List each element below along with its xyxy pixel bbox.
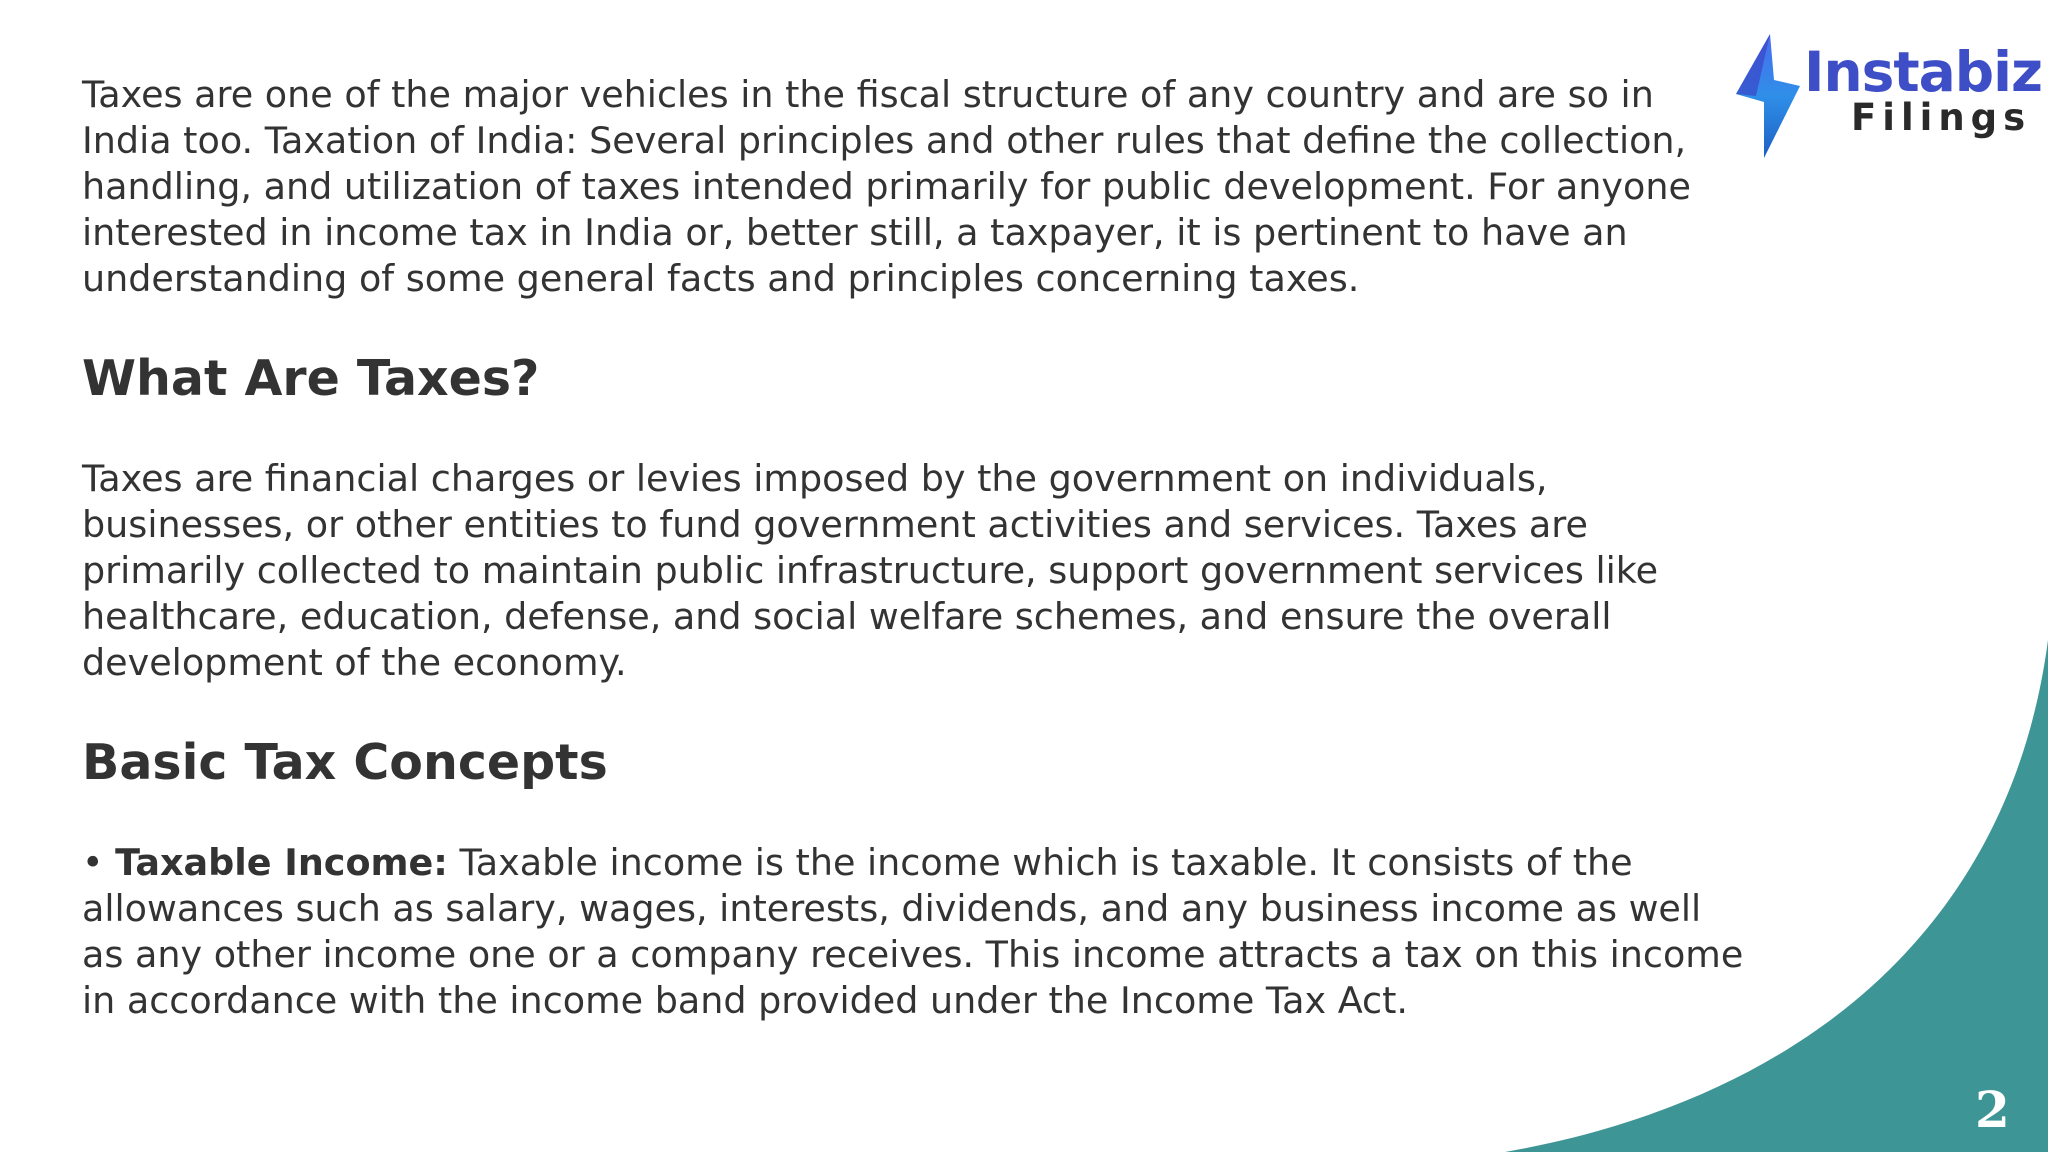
what-are-taxes-paragraph: Taxes are financial charges or levies imposed by the government on individuals, businesses, or other entities to fund government activities and services. Taxes are primarily collected to maintain public infrastructure, support government services like healthcare, education, defense, and social welfare schemes, and ensure the overall development of the economy. (82, 457, 1659, 684)
instabiz-logo (1734, 32, 2042, 162)
bullet-text: Taxable income is the income which is taxable. It consists of the allowances such as salary, wages, interests, dividends, and any business income as well as any other income one or a company receives. This income attracts a tax on this income in accordance with the income band provided under the Income Tax Act. (82, 841, 1744, 1022)
bullet-taxable-income (82, 840, 1752, 1024)
lightning-bolt-icon (1734, 32, 1804, 162)
intro-paragraph: Taxes are one of the major vehicles in the fiscal structure of any country and are so in India too. Taxation of India: Several principles and other rules that define the collection, handling, and utilization of taxes intended primarily for public development. For anyone interested in income tax in India or, better still, a taxpayer, it is pertinent to have an understanding of some general facts and principles concerning taxes. (82, 73, 1691, 300)
bullet-term: Taxable Income: (115, 841, 448, 884)
section-heading-basic-tax-concepts: Basic Tax Concepts (82, 734, 608, 791)
section-heading-what-are-taxes: What Are Taxes? (82, 350, 540, 407)
bullet-marker: • (82, 841, 104, 884)
slide-content (82, 72, 1752, 1024)
logo-subtext: Filings (1851, 96, 2032, 139)
logo-wordmark: Instabiz (1804, 40, 2042, 104)
page-number: 2 (1975, 1080, 2010, 1139)
